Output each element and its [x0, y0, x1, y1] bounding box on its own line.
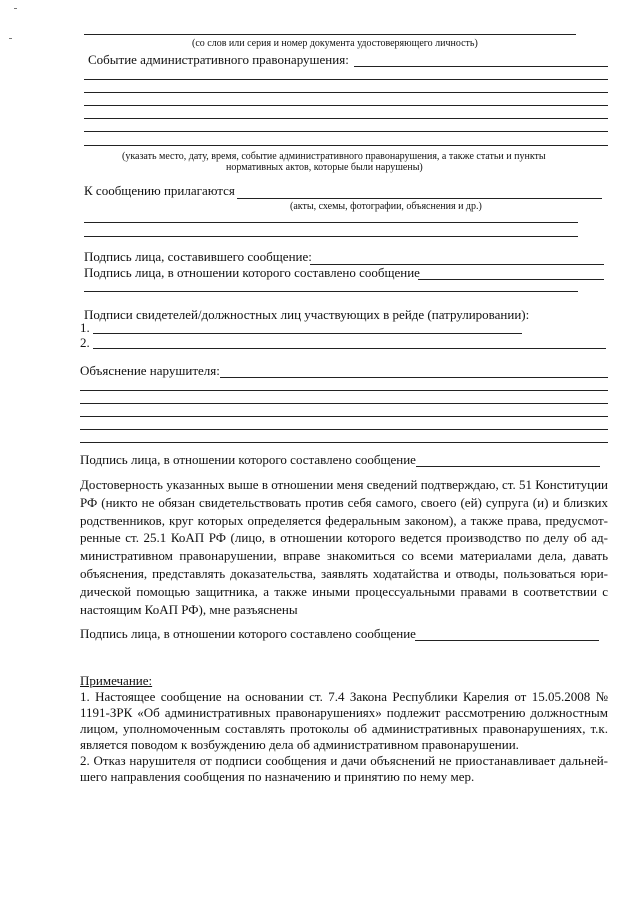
witness-number: 2. — [80, 335, 90, 350]
subject-signature-line[interactable] — [84, 291, 578, 292]
explanation-line[interactable] — [80, 390, 608, 391]
witnesses-label: Подписи свидетелей/должностных лиц участвующих в рейде (патрулировании): — [84, 307, 530, 322]
note-paragraph — [80, 689, 608, 785]
event-line[interactable] — [84, 105, 608, 106]
paragraph-line: настоящим КоАП РФ), мне разъяснены — [80, 601, 298, 617]
explanation-line[interactable] — [220, 377, 608, 378]
paragraph-line: министративном правонарушении, вправе знакомиться со всеми материалами дела, давать — [80, 548, 608, 564]
note-title: Примечание: — [80, 673, 153, 688]
event-caption: (указать место, дату, время, событие административного правонарушения, а также статьи и пункты — [122, 151, 546, 162]
event-line[interactable] — [354, 66, 608, 67]
event-caption: нормативных актов, которые были нарушены) — [226, 162, 423, 173]
attachments-label: К сообщению прилагаются — [84, 183, 235, 198]
witness-signature-line[interactable] — [93, 333, 522, 334]
subject-signature-line[interactable] — [415, 640, 599, 641]
paragraph-line: ренные ст. 25.1 КоАП РФ (лицо, в отношении которого ведется производство по делу об ад- — [80, 530, 608, 546]
explanation-line[interactable] — [80, 416, 608, 417]
subject-signature-label: Подпись лица, в отношении которого составлено сообщение — [80, 452, 416, 467]
paragraph-line: 1. Настоящее сообщение на основании ст. 7.4 Закона Республики Карелия от 15.05.2008 № — [80, 689, 608, 704]
scan-mark — [9, 38, 12, 39]
witness-number: 1. — [80, 320, 90, 335]
paragraph-line: дической помощью защитника, а также иными процессуальными правами в соответствии с — [80, 583, 608, 599]
event-line[interactable] — [84, 79, 608, 80]
subject-signature-line[interactable] — [416, 466, 600, 467]
attachments-line[interactable] — [84, 222, 578, 223]
attachments-line[interactable] — [84, 236, 578, 237]
witness-signature-line[interactable] — [93, 348, 606, 349]
confirmation-paragraph — [80, 476, 608, 618]
id-document-line[interactable] — [84, 34, 576, 35]
scan-mark — [14, 8, 17, 9]
paragraph-line: лицом, уполномоченным составлять протоколы об административных правонарушениях, т.к. — [80, 721, 608, 736]
paragraph-line: родственников, круг которых определяется федеральным законом), а также права, предусмот- — [80, 512, 608, 528]
event-line[interactable] — [84, 92, 608, 93]
event-line[interactable] — [84, 118, 608, 119]
paragraph-line: объяснения, представлять доказательства, заявлять ходатайства и отводы, пользоваться юри- — [80, 565, 608, 581]
explanation-line[interactable] — [80, 403, 608, 404]
attachments-caption: (акты, схемы, фотографии, объяснения и др.) — [290, 201, 482, 212]
paragraph-line: шего направления сообщения по назначению и принятию по нему мер. — [80, 769, 475, 784]
subject-signature-line[interactable] — [418, 279, 604, 280]
subject-signature-label: Подпись лица, в отношении которого составлено сообщение — [84, 265, 420, 280]
subject-signature-label: Подпись лица, в отношении которого составлено сообщение — [80, 626, 416, 641]
explanation-line[interactable] — [80, 429, 608, 430]
paragraph-line: 1191-ЗРК «Об административных правонарушениях» подлежит рассмотрению должностным — [80, 705, 608, 720]
event-label: Событие административного правонарушения: — [88, 52, 349, 67]
id-document-caption: (со слов или серия и номер документа удостоверяющего личность) — [192, 38, 478, 49]
paragraph-line: Достоверность указанных выше в отношении меня сведений подтверждаю, ст. 51 Конституции — [80, 477, 608, 492]
explanation-label: Объяснение нарушителя: — [80, 363, 220, 378]
explanation-line[interactable] — [80, 442, 608, 443]
attachments-line[interactable] — [237, 198, 602, 199]
paragraph-line: является поводом к возбуждению дела об административном правонарушении. — [80, 737, 519, 752]
paragraph-line: 2. Отказ нарушителя от подписи сообщения и дачи объяснений не приостанавливает дальней- — [80, 753, 608, 768]
event-line[interactable] — [84, 145, 608, 146]
event-line[interactable] — [84, 131, 608, 132]
composer-signature-label: Подпись лица, составившего сообщение: — [84, 249, 312, 264]
paragraph-line: РФ (никто не обязан свидетельствовать против себя самого, своего (ей) супруга (и) и близких — [80, 494, 608, 510]
